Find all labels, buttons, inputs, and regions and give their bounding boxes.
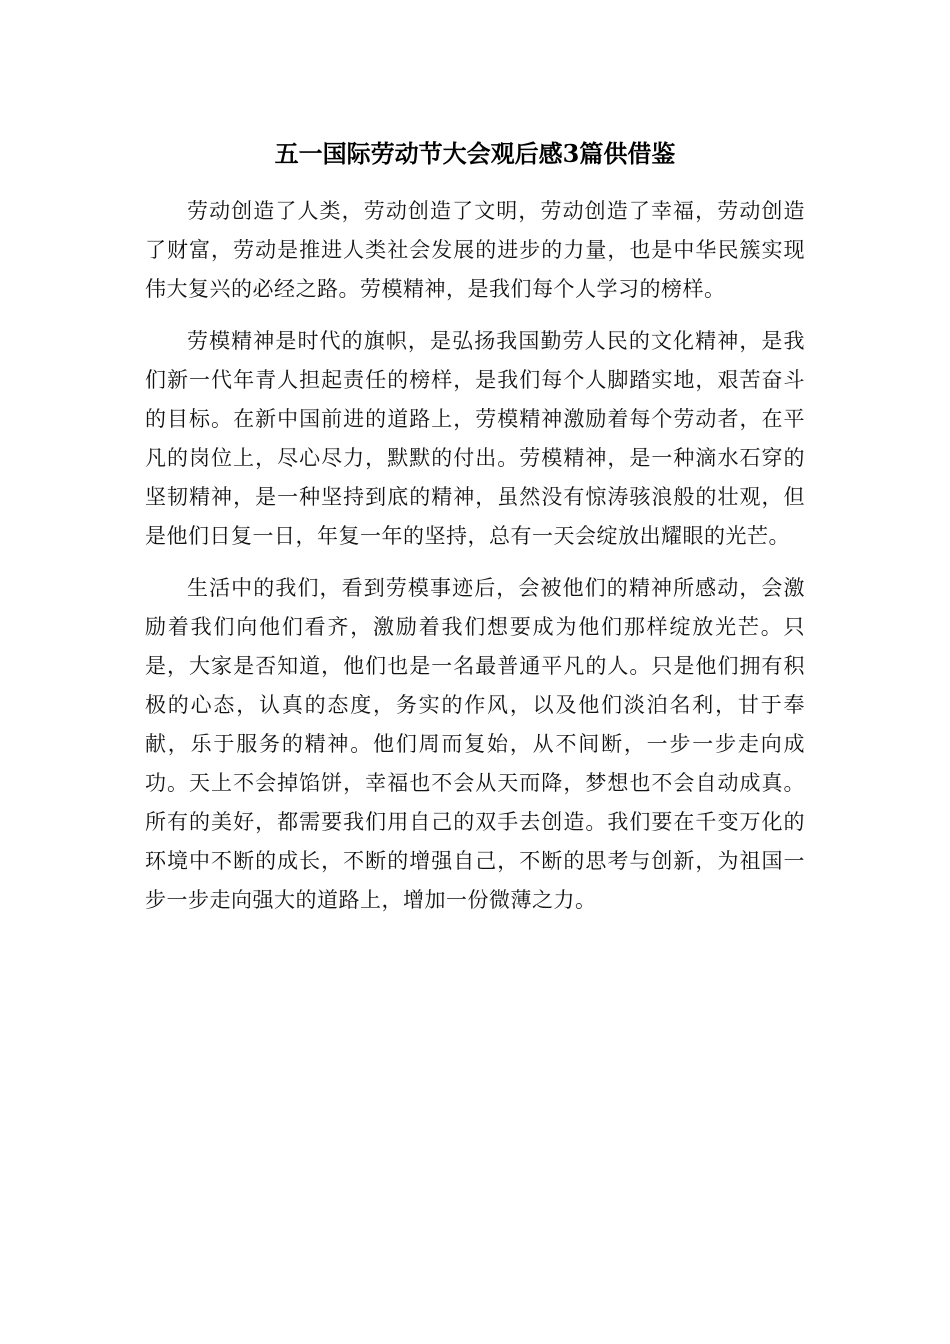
paragraph-1: 劳动创造了人类，劳动创造了文明，劳动创造了幸福，劳动创造了财富，劳动是推进人类社会发展的进步的力量，也是中华民簇实现伟大复兴的必经之路。劳模精神，是我们每个人学习的榜样。 — [145, 199, 805, 301]
paragraph-2: 劳模精神是时代的旗帜，是弘扬我国勤劳人民的文化精神，是我们新一代年青人担起责任的榜样，是我们每个人脚踏实地，艰苦奋斗的目标。在新中国前进的道路上，劳模精神激励着每个劳动者，在平凡的岗位上，尽心尽力，默默的付出。劳模精神，是一种滴水石穿的坚韧精神，是一种坚持到底的精神，虽然没有惊涛骇浪般的壮观，但是他们日复一日，年复一年的坚持，总有一天会绽放出耀眼的光芒。 — [145, 329, 805, 548]
paragraph-3: 生活中的我们，看到劳模事迹后，会被他们的精神所感动，会激励着我们向他们看齐，激励着我们想要成为他们那样绽放光芒。只是，大家是否知道，他们也是一名最普通平凡的人。只是他们拥有积极的心态，认真的态度，务实的作风，以及他们淡泊名利，甘于奉献，乐于服务的精神。他们周而复始，从不间断，一步一步走向成功。天上不会掉馅饼，幸福也不会从天而降，梦想也不会自动成真。所有的美好，都需要我们用自己的双手去创造。我们要在千变万化的环境中不断的成长，不断的增强自己，不断的思考与创新，为祖国一步一步走向强大的道路上，增加一份微薄之力。 — [145, 576, 805, 912]
document-body — [145, 192, 805, 933]
document-title: 五一国际劳动节大会观后感3篇供借鉴 — [274, 139, 676, 168]
